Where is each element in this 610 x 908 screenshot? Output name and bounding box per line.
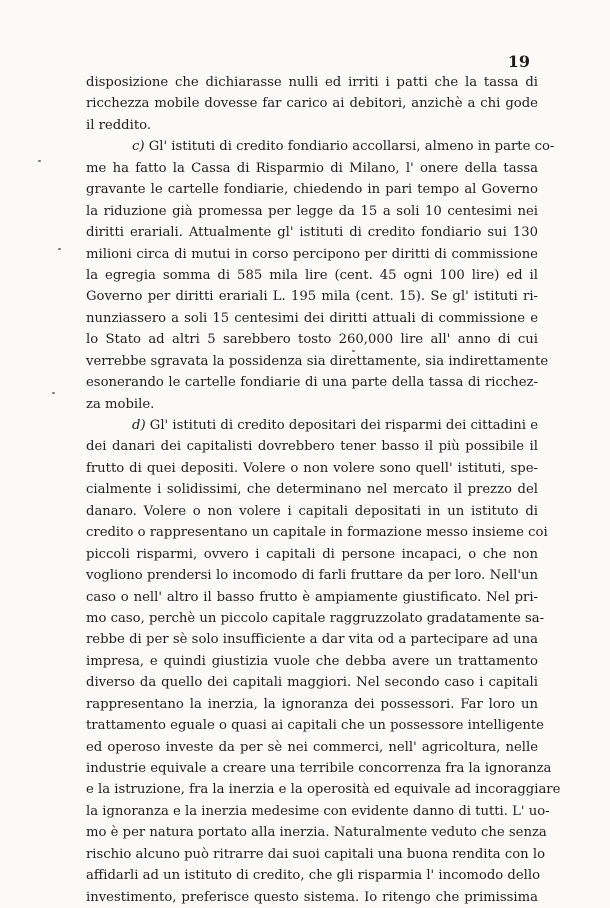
paragraph-d	[86, 415, 561, 908]
text-line: affidarli ad un istituto di credito, che gli risparmia l' incomodo dello	[86, 868, 541, 884]
text-line: industrie equivale a creare una terribile concorrenza fra la ignoranza	[86, 761, 552, 776]
text-line: rebbe di per sè solo insufficiente a dar vita od a partecipare ad una	[86, 632, 538, 648]
text-line: credito o rappresentano un capitale in formazione messo insieme coi	[86, 525, 548, 541]
text-line: diverso da quello dei capitali maggiori. Nel secondo caso i capitali	[86, 675, 538, 691]
text-line: impresa, e quindi giustizia vuole che debba avere un trattamento	[86, 653, 538, 669]
text-line: frutto di quei depositi. Volere o non volere sono quell' istituti, spe-	[86, 460, 538, 476]
text-line: mo è per natura portato alla inerzia. Naturalmente veduto che senza	[86, 825, 547, 841]
text-line: caso o nell' altro il basso frutto è ampiamente giustificato. Nel pri-	[86, 589, 538, 605]
text-line: il reddito.	[86, 117, 152, 133]
text-line: rappresentano la inerzia, la ignoranza dei possessori. Far loro un	[86, 696, 538, 712]
text-line: ricchezza mobile dovesse far carico ai debitori, anzichè a chi gode	[86, 96, 538, 112]
text-line-content: Gl' istituti di credito depositari dei risparmi dei cittadini e	[145, 418, 538, 433]
text-line: ed operoso investe da per sè nei commerci, nell' agricoltura, nelle	[86, 739, 538, 755]
paragraph	[86, 72, 538, 136]
page-number: 19	[507, 52, 530, 71]
text-line: lo Stato ad altri 5 sarebbero tosto 260,000 lire all' anno di cui	[86, 332, 538, 348]
paragraph-marker: c)	[132, 139, 145, 155]
text-line: vogliono prendersi lo incomodo di farli fruttare da per loro. Nell'un	[86, 568, 538, 584]
text-line-content: Gl' istituti di credito fondiario accollarsi, almeno in parte co-	[144, 139, 555, 155]
text-line: danaro. Volere o non volere i capitali depositati in un istituto di	[86, 503, 538, 519]
text-line: disposizione che dichiarasse nulli ed irriti i patti che la tassa di	[86, 75, 538, 90]
paragraph-marker: d)	[132, 418, 146, 433]
text-line: rischio alcuno può ritrarre dai suoi capitali una buona rendita con lo	[86, 846, 546, 862]
text-line: e la istruzione, fra la inerzia e la operosità ed equivale ad incoraggiare	[86, 782, 561, 798]
text-line: trattamento eguale o quasi ai capitali che un possessore intelligente	[86, 718, 544, 734]
text-line: investimento, preferisce questo sistema. Io ritengo che primissima	[86, 889, 538, 905]
text-line: gravante le cartelle fondiarie, chiedendo in pari tempo al Governo	[86, 182, 538, 198]
text-line: milioni circa di mutui in corso percipono per diritti di commissione	[86, 246, 538, 262]
text-line: nunziassero a soli 15 centesimi dei diritti attuali di commissione e	[86, 310, 538, 326]
text-line: Governo per diritti erariali L. 195 mila (cent. 15). Se gl' istituti ri-	[86, 289, 538, 305]
text-line: la riduzione già promessa per legge da 15 a soli 10 centesimi nei	[86, 203, 538, 219]
text-line: dei danari dei capitalisti dovrebbero tener basso il più possibile il	[86, 439, 538, 455]
text-line-first	[86, 415, 538, 436]
print-speck	[58, 248, 61, 250]
text-line: mo caso, perchè un piccolo capitale raggruzzolato gradatamente sa-	[86, 610, 545, 626]
body-text	[86, 72, 561, 908]
print-speck	[352, 350, 355, 352]
text-line: piccoli risparmi, ovvero i capitali di persone incapaci, o che non	[86, 546, 538, 562]
text-line: za mobile.	[86, 396, 155, 412]
text-line: esonerando le cartelle fondiarie di una parte della tassa di ricchez-	[86, 375, 538, 391]
text-line: diritti erariali. Attualmente gl' istituti di credito fondiario sui 130	[86, 225, 538, 241]
text-line: me ha fatto la Cassa di Risparmio di Milano, l' onere della tassa	[86, 160, 538, 176]
text-line-first	[86, 136, 555, 157]
text-line: cialmente i solidissimi, che determinano nel mercato il prezzo del	[86, 482, 538, 498]
print-speck	[38, 160, 41, 162]
text-line: la ignoranza e la inerzia medesime con evidente danno di tutti. L' uo-	[86, 803, 550, 819]
text-line: verrebbe sgravata la possidenza sia direttamente, sia indirettamente	[86, 353, 549, 369]
print-speck	[52, 392, 55, 394]
text-line: la egregia somma di 585 mila lire (cent. 45 ogni 100 lire) ed il	[86, 267, 538, 283]
paragraph-c	[86, 136, 555, 415]
